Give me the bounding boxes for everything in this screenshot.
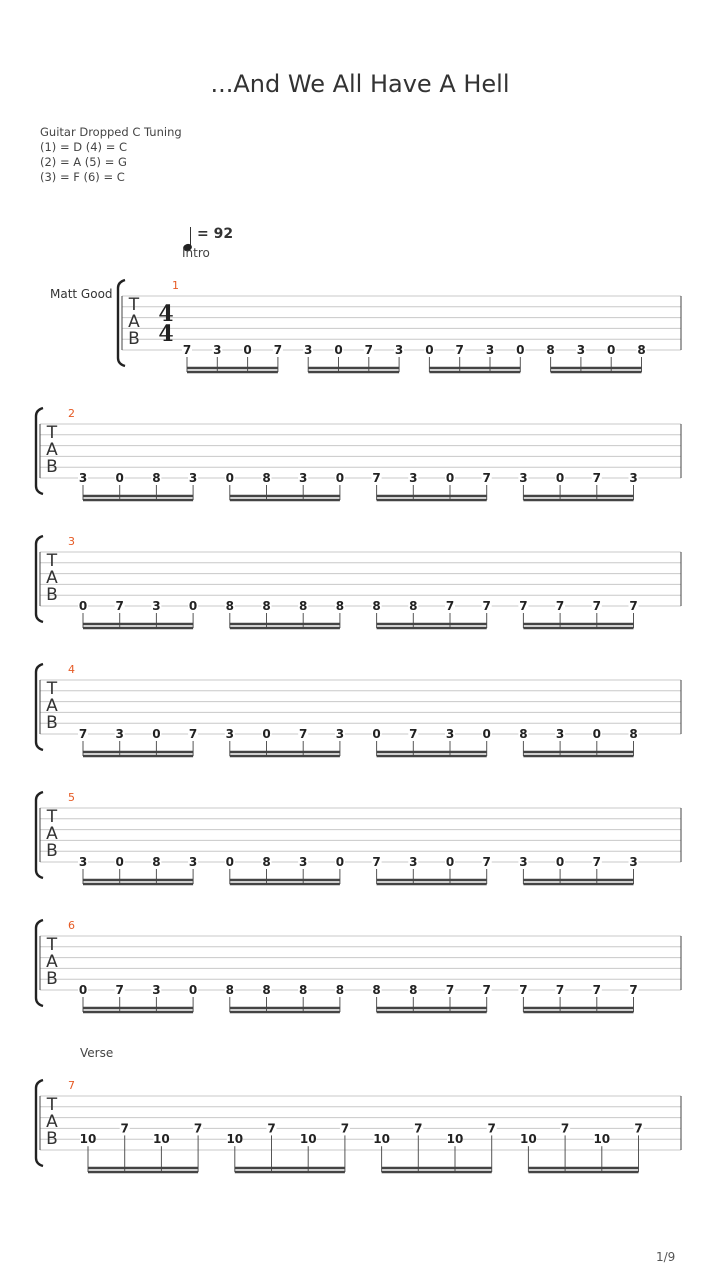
- fret-number: 8: [372, 599, 381, 613]
- measure-number: 7: [68, 1079, 75, 1092]
- fret-number: 8: [519, 727, 528, 741]
- fret-number: 8: [299, 599, 308, 613]
- fret-number: 0: [334, 343, 343, 357]
- fret-number: 10: [520, 1132, 537, 1147]
- tab-staff-measure-3: [0, 532, 720, 642]
- tab-clef-letter: T: [128, 295, 140, 315]
- tuning-heading: Guitar Dropped C Tuning: [40, 125, 182, 139]
- fret-number: 0: [335, 855, 345, 869]
- measure-number: 3: [68, 535, 75, 548]
- time-signature-digit: 4: [158, 321, 174, 347]
- fret-number: 7: [115, 983, 124, 997]
- fret-number: 0: [152, 727, 161, 741]
- fret-number: 7: [120, 1121, 129, 1136]
- tab-clef-letter: T: [46, 679, 58, 699]
- fret-number: 10: [446, 1132, 464, 1147]
- fret-number: 7: [455, 343, 464, 357]
- fret-number: 0: [482, 727, 491, 741]
- fret-number: 7: [188, 727, 198, 741]
- tab-clef-letter: T: [46, 807, 58, 827]
- fret-number: 0: [262, 727, 271, 741]
- tab-clef-letter: T: [46, 1095, 58, 1115]
- fret-number: 0: [188, 983, 198, 997]
- fret-number: 7: [78, 727, 88, 741]
- tuning-line-3: (3) = F (6) = C: [40, 170, 125, 184]
- fret-number: 7: [482, 983, 491, 997]
- tab-clef-letter: A: [46, 952, 58, 972]
- fret-number: 10: [299, 1132, 317, 1147]
- measure-number: 6: [68, 919, 75, 932]
- fret-number: 0: [115, 471, 124, 485]
- fret-number: 7: [592, 599, 601, 613]
- fret-number: 7: [634, 1121, 643, 1136]
- fret-number: 7: [629, 599, 638, 613]
- fret-number: 10: [373, 1132, 390, 1147]
- tab-clef-letter: A: [46, 568, 58, 588]
- fret-number: 3: [445, 727, 455, 741]
- fret-number: 7: [414, 1121, 423, 1136]
- fret-number: 8: [262, 599, 271, 613]
- fret-number: 0: [607, 343, 616, 357]
- fret-number: 8: [225, 599, 234, 613]
- fret-number: 7: [592, 983, 601, 997]
- fret-number: 3: [394, 343, 404, 357]
- tab-clef-letter: B: [46, 585, 58, 605]
- tab-clef-letter: A: [46, 440, 58, 460]
- tuning-line-1: (1) = D (4) = C: [40, 140, 128, 154]
- tab-clef-letter: A: [46, 1112, 58, 1132]
- fret-number: 7: [445, 983, 455, 997]
- tab-clef-letter: B: [46, 713, 58, 733]
- song-title: ...And We All Have A Hell: [210, 70, 510, 98]
- fret-number: 7: [267, 1121, 276, 1136]
- track-name: Matt Good: [50, 287, 113, 301]
- fret-number: 7: [555, 599, 565, 613]
- measure-number: 5: [68, 791, 75, 804]
- measure-number: 1: [172, 279, 179, 292]
- fret-number: 3: [519, 471, 528, 485]
- fret-number: 7: [364, 343, 373, 357]
- fret-number: 3: [299, 855, 308, 869]
- tab-staff-measure-1: [0, 276, 720, 386]
- fret-number: 0: [555, 471, 565, 485]
- fret-number: 0: [243, 343, 252, 357]
- fret-number: 7: [482, 855, 491, 869]
- fret-number: 7: [299, 727, 308, 741]
- fret-number: 3: [152, 599, 161, 613]
- fret-number: 7: [372, 471, 381, 485]
- fret-number: 8: [637, 343, 646, 357]
- fret-number: 3: [409, 471, 418, 485]
- fret-number: 7: [482, 599, 491, 613]
- tab-staff-measure-7: [0, 1076, 720, 1186]
- section-label-verse: Verse: [80, 1046, 114, 1060]
- fret-number: 7: [273, 343, 283, 357]
- fret-number: 10: [593, 1132, 611, 1147]
- fret-number: 7: [193, 1121, 203, 1136]
- fret-number: 10: [79, 1132, 97, 1147]
- fret-number: 0: [425, 343, 434, 357]
- fret-number: 3: [629, 471, 638, 485]
- tab-clef-letter: B: [46, 969, 58, 989]
- tab-clef-letter: B: [128, 329, 140, 349]
- fret-number: 8: [409, 983, 418, 997]
- measure-number: 2: [68, 407, 75, 420]
- fret-number: 7: [340, 1121, 350, 1136]
- fret-number: 8: [629, 727, 638, 741]
- fret-number: 10: [153, 1132, 170, 1147]
- tab-clef-letter: A: [46, 696, 58, 716]
- fret-number: 8: [262, 471, 271, 485]
- fret-number: 7: [629, 983, 638, 997]
- fret-number: 8: [262, 855, 271, 869]
- fret-number: 0: [78, 599, 88, 613]
- fret-number: 8: [152, 855, 161, 869]
- fret-number: 3: [188, 471, 198, 485]
- fret-number: 8: [299, 983, 308, 997]
- tab-clef-letter: B: [46, 841, 58, 861]
- fret-number: 8: [225, 983, 234, 997]
- fret-number: 3: [555, 727, 565, 741]
- fret-number: 3: [188, 855, 198, 869]
- tab-clef-letter: T: [46, 423, 58, 443]
- fret-number: 7: [519, 599, 528, 613]
- fret-number: 8: [409, 599, 418, 613]
- fret-number: 7: [445, 599, 455, 613]
- tempo-marking: = 92: [197, 226, 234, 242]
- fret-number: 0: [335, 471, 345, 485]
- tab-clef-letter: A: [128, 312, 140, 332]
- tab-staff-measure-4: [0, 660, 720, 770]
- fret-number: 3: [115, 727, 124, 741]
- fret-number: 7: [555, 983, 565, 997]
- fret-number: 8: [262, 983, 271, 997]
- fret-number: 0: [516, 343, 525, 357]
- fret-number: 3: [485, 343, 495, 357]
- fret-number: 3: [225, 727, 234, 741]
- fret-number: 7: [115, 599, 124, 613]
- tab-staff-measure-6: [0, 916, 720, 1026]
- tuning-line-2: (2) = A (5) = G: [40, 155, 127, 169]
- fret-number: 3: [213, 343, 222, 357]
- fret-number: 0: [115, 855, 124, 869]
- fret-number: 3: [519, 855, 528, 869]
- tab-staff-measure-2: [0, 404, 720, 514]
- fret-number: 0: [555, 855, 565, 869]
- fret-number: 3: [629, 855, 638, 869]
- fret-number: 7: [482, 471, 491, 485]
- fret-number: 0: [445, 471, 455, 485]
- fret-number: 0: [225, 471, 234, 485]
- fret-number: 3: [78, 471, 88, 485]
- fret-number: 0: [445, 855, 455, 869]
- fret-number: 8: [152, 471, 161, 485]
- fret-number: 0: [592, 727, 601, 741]
- fret-number: 7: [560, 1121, 570, 1136]
- tab-clef-letter: T: [46, 935, 58, 955]
- fret-number: 3: [152, 983, 161, 997]
- fret-number: 3: [335, 727, 345, 741]
- tab-clef-letter: B: [46, 1129, 58, 1149]
- fret-number: 7: [592, 471, 601, 485]
- fret-number: 7: [372, 855, 381, 869]
- fret-number: 3: [409, 855, 418, 869]
- fret-number: 10: [226, 1132, 244, 1147]
- fret-number: 0: [188, 599, 198, 613]
- fret-number: 3: [576, 343, 586, 357]
- fret-number: 8: [335, 599, 345, 613]
- fret-number: 8: [372, 983, 381, 997]
- fret-number: 7: [592, 855, 601, 869]
- time-signature-digit: 4: [158, 301, 174, 327]
- measure-number: 4: [68, 663, 75, 676]
- fret-number: 7: [519, 983, 528, 997]
- fret-number: 3: [78, 855, 88, 869]
- fret-number: 8: [335, 983, 345, 997]
- tab-clef-letter: T: [46, 551, 58, 571]
- tab-clef-letter: A: [46, 824, 58, 844]
- fret-number: 3: [304, 343, 313, 357]
- fret-number: 3: [299, 471, 308, 485]
- tab-clef-letter: B: [46, 457, 58, 477]
- fret-number: 8: [546, 343, 555, 357]
- fret-number: 0: [78, 983, 88, 997]
- page-number: 1/9: [656, 1250, 676, 1264]
- fret-number: 7: [487, 1121, 496, 1136]
- fret-number: 7: [182, 343, 192, 357]
- fret-number: 0: [225, 855, 234, 869]
- fret-number: 0: [372, 727, 381, 741]
- tab-staff-measure-5: [0, 788, 720, 898]
- section-label-intro: Intro: [182, 246, 210, 260]
- fret-number: 7: [409, 727, 418, 741]
